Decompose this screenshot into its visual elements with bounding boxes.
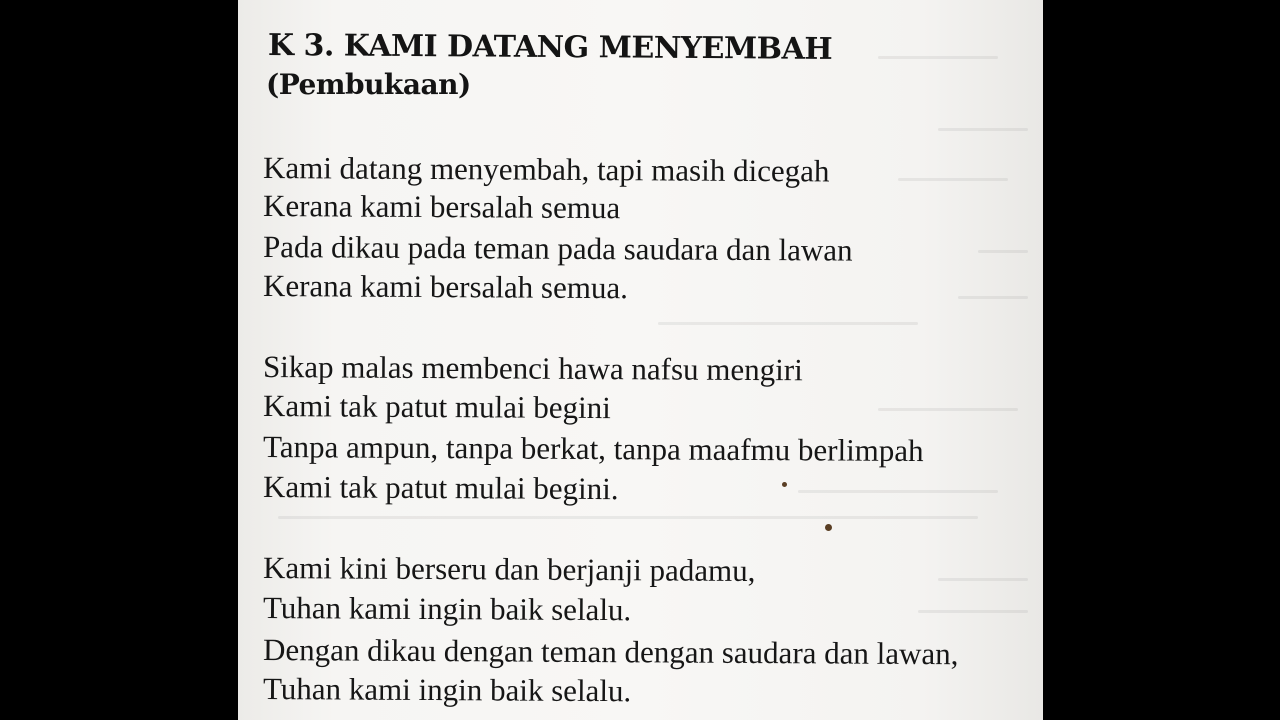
- bleed-through-mark: [278, 516, 978, 519]
- bleed-through-mark: [938, 578, 1028, 581]
- lyric-line: Tanpa ampun, tanpa berkat, tanpa maafmu berlimpah: [262, 429, 924, 469]
- song-subtitle: (Pembukaan): [266, 68, 471, 101]
- bleed-through-mark: [658, 322, 918, 325]
- bleed-through-mark: [918, 610, 1028, 613]
- lyric-line: Kami kini berseru dan berjanji padamu,: [262, 550, 756, 589]
- lyric-line: Tuhan kami ingin baik selalu.: [262, 590, 632, 628]
- bleed-through-mark: [898, 178, 1008, 181]
- song-title: K 3. KAMI DATANG MENYEMBAH: [267, 28, 833, 67]
- lyric-line: Kami datang menyembah, tapi masih dicegah: [262, 150, 830, 189]
- bleed-through-mark: [938, 128, 1028, 131]
- ink-speck: [782, 482, 787, 487]
- lyric-line: Kami tak patut mulai begini.: [262, 469, 619, 507]
- bleed-through-mark: [798, 490, 998, 493]
- bleed-through-mark: [978, 250, 1028, 253]
- ink-speck: [825, 524, 832, 531]
- lyric-line: Kerana kami bersalah semua: [262, 188, 621, 226]
- lyric-line: Kami tak patut mulai begini: [262, 388, 611, 426]
- lyric-line: Kerana kami bersalah semua.: [262, 268, 629, 306]
- bleed-through-mark: [958, 296, 1028, 299]
- lyric-line: Sikap malas membenci hawa nafsu mengiri: [262, 349, 803, 388]
- lyric-line: Tuhan kami ingin baik selalu.: [262, 671, 632, 709]
- lyric-line: Dengan dikau dengan teman dengan saudara dan lawan,: [262, 632, 959, 672]
- bleed-through-mark: [878, 56, 998, 59]
- lyric-line: Pada dikau pada teman pada saudara dan lawan: [262, 229, 853, 268]
- bleed-through-mark: [878, 408, 1018, 411]
- scanned-page: [238, 0, 1043, 720]
